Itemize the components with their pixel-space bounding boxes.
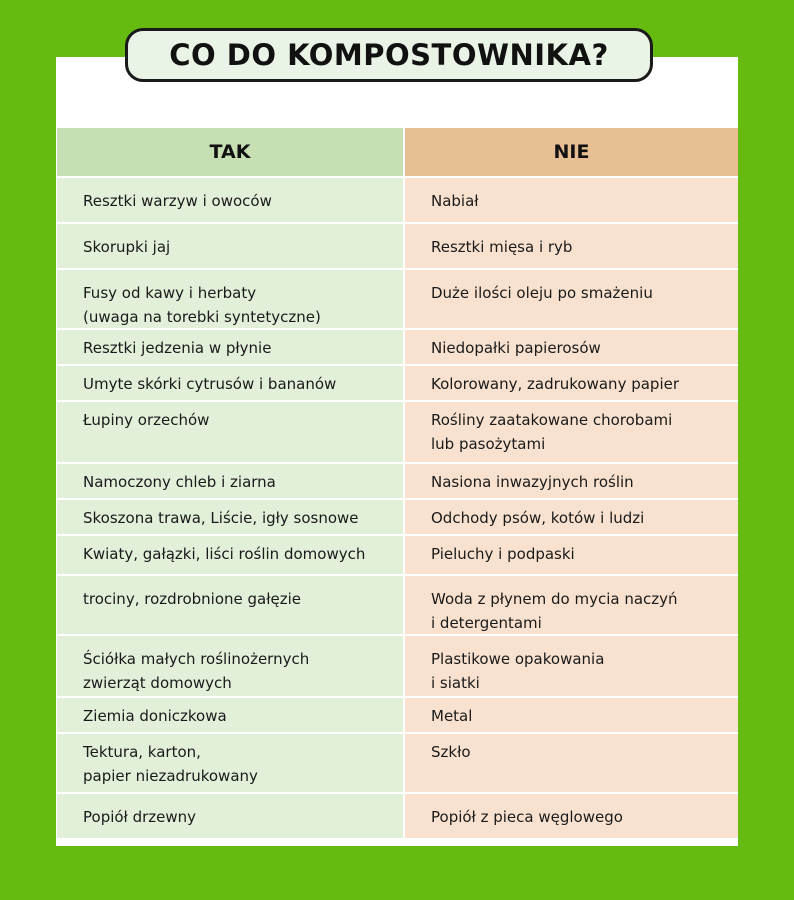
nie-cell: Woda z płynem do mycia naczyń i detergentami <box>405 576 738 634</box>
nie-cell: Kolorowany, zadrukowany papier <box>405 366 738 400</box>
tak-cell: Ziemia doniczkowa <box>57 698 403 732</box>
nie-cell: Nabiał <box>405 178 738 222</box>
header-nie: NIE <box>405 128 738 176</box>
nie-cell: Rośliny zaatakowane chorobami lub pasożytami <box>405 402 738 462</box>
tak-cell: Łupiny orzechów <box>57 402 403 462</box>
nie-cell: Duże ilości oleju po smażeniu <box>405 270 738 328</box>
nie-cell: Resztki mięsa i ryb <box>405 224 738 268</box>
tak-cell: Kwiaty, gałązki, liści roślin domowych <box>57 536 403 574</box>
nie-cell: Metal <box>405 698 738 732</box>
tak-cell: Ściółka małych roślinożernych zwierząt domowych <box>57 636 403 696</box>
tak-cell: Namoczony chleb i ziarna <box>57 464 403 498</box>
nie-cell: Nasiona inwazyjnych roślin <box>405 464 738 498</box>
tak-cell: Resztki warzyw i owoców <box>57 178 403 222</box>
header-tak: TAK <box>57 128 403 176</box>
tak-cell: trociny, rozdrobnione gałęzie <box>57 576 403 634</box>
title-banner <box>125 28 653 82</box>
tak-cell: Resztki jedzenia w płynie <box>57 330 403 364</box>
nie-cell: Plastikowe opakowania i siatki <box>405 636 738 696</box>
page-title: CO DO KOMPOSTOWNIKA? <box>169 38 609 72</box>
nie-cell: Niedopałki papierosów <box>405 330 738 364</box>
tak-cell: Popiół drzewny <box>57 794 403 838</box>
tak-cell: Umyte skórki cytrusów i bananów <box>57 366 403 400</box>
tak-cell: Tektura, karton, papier niezadrukowany <box>57 734 403 792</box>
nie-cell: Odchody psów, kotów i ludzi <box>405 500 738 534</box>
tak-cell: Skoszona trawa, Liście, igły sosnowe <box>57 500 403 534</box>
nie-cell: Szkło <box>405 734 738 792</box>
tak-cell: Skorupki jaj <box>57 224 403 268</box>
nie-cell: Pieluchy i podpaski <box>405 536 738 574</box>
tak-cell: Fusy od kawy i herbaty (uwaga na torebki syntetyczne) <box>57 270 403 328</box>
nie-cell: Popiół z pieca węglowego <box>405 794 738 838</box>
compost-table <box>57 128 736 838</box>
